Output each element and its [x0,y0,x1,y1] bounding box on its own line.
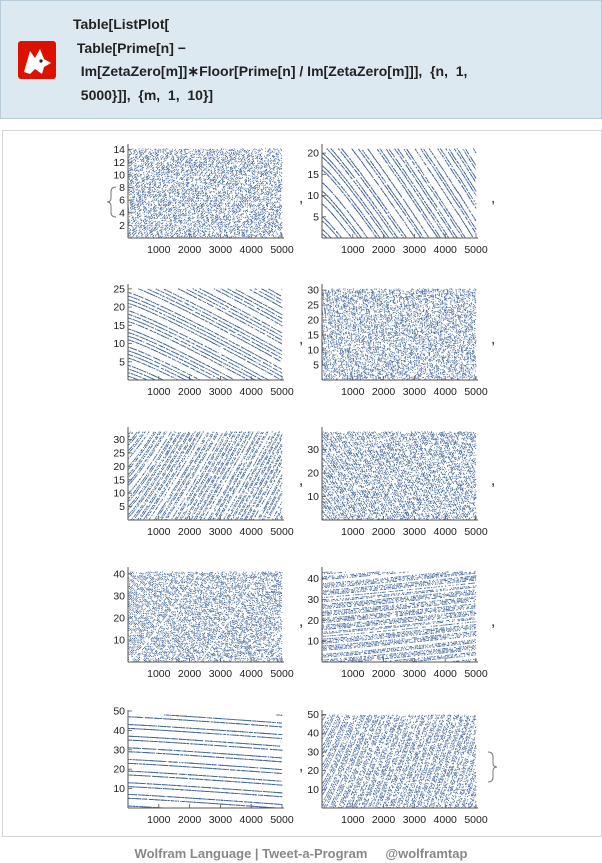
x-tick-label: 3000 [403,244,427,256]
y-tick-label: 30 [307,594,319,606]
x-tick-label: 1000 [147,386,171,398]
x-tick-label: 1000 [341,386,365,398]
y-tick-label: 15 [307,169,319,181]
y-tick-label: 30 [307,444,319,456]
x-tick-label: 1000 [341,526,365,538]
y-tick-label: 40 [113,725,125,737]
data-points [322,288,477,380]
x-tick-label: 1000 [341,244,365,256]
x-tick-label: 4000 [240,668,264,680]
x-tick-label: 3000 [403,814,427,826]
list-separator: , [299,190,303,207]
y-tick-label: 5 [119,501,125,513]
x-tick-label: 2000 [178,814,202,826]
y-tick-label: 20 [113,612,125,624]
y-tick-label: 5 [313,211,319,223]
x-tick-label: 1000 [341,814,365,826]
list-separator: , [491,190,495,207]
y-tick-label: 5 [313,360,319,372]
y-tick-label: 25 [113,283,125,295]
y-tick-label: 10 [113,634,125,646]
list-separator: , [299,472,303,489]
y-tick-label: 10 [307,784,319,796]
y-tick-label: 30 [113,590,125,602]
x-tick-label: 4000 [434,526,458,538]
x-tick-label: 4000 [434,814,458,826]
x-tick-label: 1000 [147,814,171,826]
x-tick-label: 3000 [403,386,427,398]
y-tick-label: 25 [307,300,319,312]
left-brace [107,187,116,217]
x-tick-label: 4000 [434,386,458,398]
y-tick-label: 12 [113,157,125,169]
x-tick-label: 2000 [178,244,202,256]
x-tick-label: 5000 [464,386,488,398]
y-tick-label: 10 [113,338,125,350]
x-tick-label: 1000 [147,668,171,680]
footer-handle: @wolframtap [385,846,467,861]
y-tick-label: 20 [307,148,319,160]
x-tick-label: 3000 [209,386,233,398]
y-tick-label: 30 [113,434,125,446]
x-tick-label: 2000 [372,526,396,538]
x-tick-label: 5000 [270,526,294,538]
y-tick-label: 6 [119,195,125,207]
y-tick-label: 20 [113,764,125,776]
y-tick-label: 25 [113,448,125,460]
x-tick-label: 4000 [434,668,458,680]
y-tick-label: 14 [113,144,125,156]
x-tick-label: 2000 [372,668,396,680]
x-tick-label: 4000 [240,244,264,256]
y-tick-label: 30 [307,285,319,297]
x-tick-label: 3000 [209,814,233,826]
x-tick-label: 4000 [240,386,264,398]
x-tick-label: 4000 [240,814,264,826]
footer [0,846,602,861]
y-tick-label: 10 [307,345,319,357]
x-tick-label: 2000 [372,386,396,398]
x-tick-label: 2000 [178,386,202,398]
x-tick-label: 1000 [341,668,365,680]
y-tick-label: 8 [119,182,125,194]
list-plot-m2 [307,144,495,256]
list-plot-m9 [113,705,303,826]
y-tick-label: 30 [113,744,125,756]
y-tick-label: 15 [113,320,125,332]
list-plot-m8 [307,567,495,680]
y-tick-label: 30 [307,746,319,758]
x-tick-label: 5000 [464,526,488,538]
x-tick-label: 2000 [372,814,396,826]
data-points [128,288,283,380]
x-tick-label: 5000 [270,244,294,256]
y-tick-label: 10 [113,169,125,181]
list-plot-m4 [307,284,495,398]
x-tick-label: 5000 [464,814,488,826]
list-plot-m10 [307,709,488,826]
y-tick-label: 50 [113,705,125,717]
list-separator: , [299,613,303,630]
x-tick-label: 2000 [178,668,202,680]
x-tick-label: 2000 [178,526,202,538]
x-tick-label: 1000 [147,526,171,538]
y-tick-label: 40 [307,728,319,740]
y-tick-label: 2 [119,220,125,232]
x-tick-label: 5000 [464,244,488,256]
x-tick-label: 3000 [209,526,233,538]
list-separator: , [491,613,495,630]
list-plot-m3 [113,283,303,398]
list-plot-m1 [113,144,303,256]
y-tick-label: 15 [113,474,125,486]
data-points [128,148,283,238]
x-tick-label: 5000 [270,668,294,680]
x-tick-label: 4000 [240,526,264,538]
data-points [322,714,477,808]
list-separator: , [299,331,303,348]
list-plot-m7 [113,567,303,680]
x-tick-label: 5000 [270,386,294,398]
data-points [322,571,477,662]
x-tick-label: 4000 [434,244,458,256]
y-tick-label: 10 [307,491,319,503]
data-points [128,714,283,808]
list-plot-m6 [307,427,495,538]
y-tick-label: 10 [307,636,319,648]
y-tick-label: 4 [119,207,125,219]
y-tick-label: 20 [307,315,319,327]
y-tick-label: 5 [119,356,125,368]
y-tick-label: 20 [307,615,319,627]
y-tick-label: 40 [307,573,319,585]
data-points [322,431,477,520]
y-tick-label: 20 [307,468,319,480]
right-brace [488,752,497,782]
x-tick-label: 3000 [403,668,427,680]
y-tick-label: 40 [113,568,125,580]
y-tick-label: 10 [307,190,319,202]
x-tick-label: 3000 [209,668,233,680]
list-plot-m5 [113,427,303,538]
list-separator: , [491,331,495,348]
x-tick-label: 2000 [372,244,396,256]
list-separator: , [299,758,303,775]
list-separator: , [491,472,495,489]
code-input[interactable]: Table[ListPlot[ Table[Prime[n] − Im[ZetaZero[m]]∗Floor[Prime[n] / Im[ZetaZero[m]]], {n, 1, 5000}]], {m, 1, 10}] [73,13,467,107]
y-tick-label: 20 [113,461,125,473]
footer-brand: Wolfram Language | Tweet-a-Program [135,846,368,861]
x-tick-label: 3000 [209,244,233,256]
data-points [128,431,283,520]
x-tick-label: 5000 [464,668,488,680]
y-tick-label: 20 [307,765,319,777]
y-tick-label: 15 [307,330,319,342]
data-points [322,148,477,238]
x-tick-label: 1000 [147,244,171,256]
data-points [128,571,283,662]
y-tick-label: 10 [113,783,125,795]
y-tick-label: 10 [113,488,125,500]
x-tick-label: 5000 [270,814,294,826]
y-tick-label: 20 [113,302,125,314]
y-tick-label: 50 [307,709,319,721]
x-tick-label: 3000 [403,526,427,538]
